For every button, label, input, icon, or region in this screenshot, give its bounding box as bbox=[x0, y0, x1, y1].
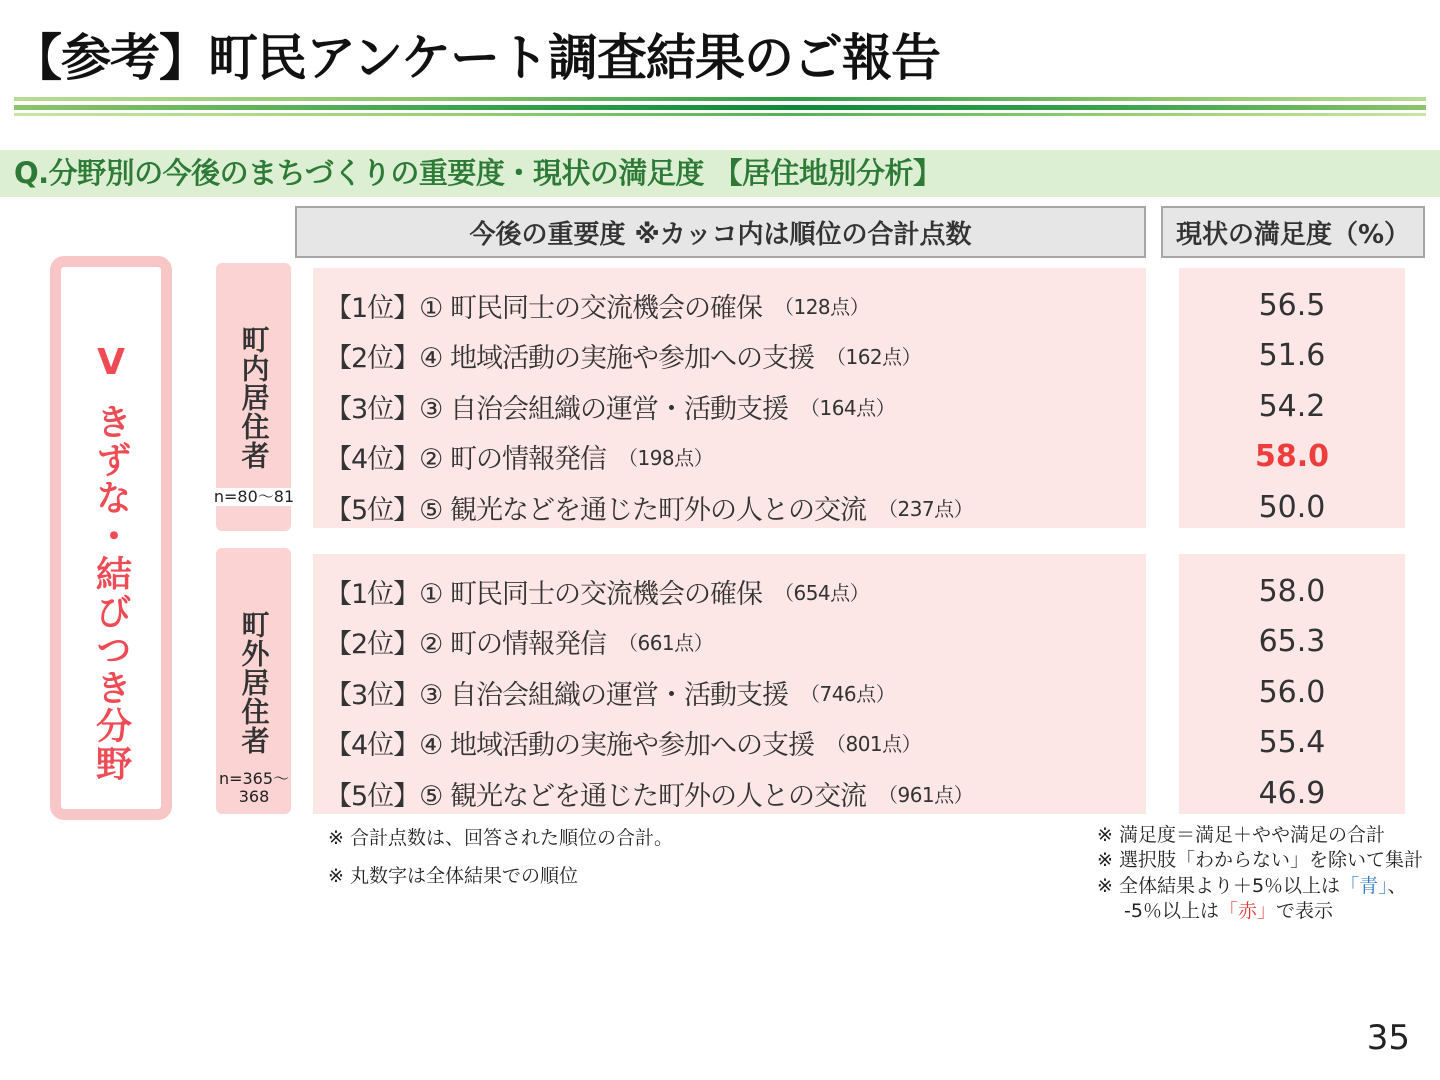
rank-item: 【2位】④ 地域活動の実施や参加への支援 bbox=[325, 343, 814, 375]
rank-points: （164点） bbox=[799, 395, 896, 420]
importance-row bbox=[313, 280, 1146, 331]
satisfaction-value: 51.6 bbox=[1258, 338, 1326, 374]
category-box bbox=[50, 256, 172, 820]
rank-points: （198点） bbox=[617, 446, 714, 471]
legend-text: 、 bbox=[1387, 875, 1407, 897]
category-title: きずな・結びつき分野 bbox=[90, 403, 132, 783]
importance-row bbox=[313, 667, 1146, 718]
satisfaction-value-highlighted: 58.0 bbox=[1254, 439, 1330, 475]
satisfaction-value: 46.9 bbox=[1258, 775, 1326, 811]
satisfaction-panel-out-of-town bbox=[1179, 554, 1405, 814]
importance-row bbox=[313, 617, 1146, 668]
category-roman-numeral: Ⅴ bbox=[97, 342, 125, 383]
rank-points: （661点） bbox=[617, 631, 714, 656]
satisfaction-value: 56.5 bbox=[1258, 287, 1326, 323]
importance-row bbox=[313, 331, 1146, 382]
footnote-circled-numbers: ※ 丸数字は全体結果での順位 bbox=[328, 865, 578, 887]
rank-item: 【3位】③ 自治会組織の運営・活動支援 bbox=[325, 679, 788, 711]
rank-points: （961点） bbox=[877, 782, 974, 807]
legend-text: で表示 bbox=[1275, 900, 1333, 922]
header-rule-top bbox=[14, 97, 1426, 101]
header-rule-bottom bbox=[14, 113, 1426, 116]
importance-row bbox=[313, 381, 1146, 432]
rank-item: 【2位】② 町の情報発信 bbox=[325, 629, 606, 661]
rank-points: （128点） bbox=[773, 294, 870, 319]
footnote-points: ※ 合計点数は、回答された順位の合計。 bbox=[328, 827, 673, 849]
satisfaction-panel-in-town bbox=[1179, 268, 1405, 528]
rank-item: 【1位】① 町民同士の交流機会の確保 bbox=[325, 578, 762, 610]
rank-points: （801点） bbox=[825, 732, 922, 757]
rank-points: （746点） bbox=[799, 681, 896, 706]
page-number: 35 bbox=[1366, 1018, 1410, 1058]
rank-item: 【4位】② 町の情報発信 bbox=[325, 444, 606, 476]
page-title: 【参考】町民アンケート調査結果のご報告 bbox=[12, 29, 940, 87]
satisfaction-value: 50.0 bbox=[1258, 489, 1326, 525]
satisfaction-value: 56.0 bbox=[1258, 674, 1326, 710]
legend-blue-label: 「青」 bbox=[1340, 875, 1388, 897]
importance-row bbox=[313, 432, 1146, 483]
rank-points: （162点） bbox=[825, 345, 922, 370]
rank-item: 【5位】⑤ 観光などを通じた町外の人との交流 bbox=[325, 780, 866, 812]
legend-red-label: 「赤」 bbox=[1218, 900, 1276, 922]
satisfaction-value: 54.2 bbox=[1258, 388, 1326, 424]
sample-size-line: n=365～ bbox=[218, 769, 290, 788]
header-rule-middle bbox=[14, 105, 1426, 110]
satisfaction-header: 現状の満足度（%） bbox=[1161, 206, 1425, 258]
rank-points: （654点） bbox=[773, 580, 870, 605]
importance-header: 今後の重要度 ※カッコ内は順位の合計点数 bbox=[295, 206, 1146, 258]
sample-size-out-of-town bbox=[206, 770, 302, 806]
importance-row bbox=[313, 718, 1146, 769]
importance-panel-out-of-town bbox=[313, 554, 1146, 814]
legend-text: ※ 全体結果より＋5％以上は bbox=[1097, 875, 1341, 897]
group-label-text: 町外居住者 bbox=[237, 610, 271, 755]
legend-text: -5％以上は bbox=[1124, 900, 1219, 922]
footnote-color-legend bbox=[1097, 874, 1407, 898]
footnote-satisfaction-definition: ※ 満足度＝満足＋やや満足の合計 bbox=[1097, 824, 1385, 846]
satisfaction-value: 55.4 bbox=[1258, 725, 1326, 761]
rank-item: 【1位】① 町民同士の交流機会の確保 bbox=[325, 292, 762, 324]
sample-size-in-town: n=80～81 bbox=[206, 488, 302, 506]
rank-item: 【3位】③ 自治会組織の運営・活動支援 bbox=[325, 393, 788, 425]
question-banner: Q.分野別の今後のまちづくりの重要度・現状の満足度 【居住地別分析】 bbox=[0, 150, 1440, 197]
rank-item: 【5位】⑤ 観光などを通じた町外の人との交流 bbox=[325, 494, 866, 526]
footnote-excluded-answers: ※ 選択肢「わからない」を除いて集計 bbox=[1097, 849, 1423, 871]
importance-row bbox=[313, 482, 1146, 533]
satisfaction-value: 58.0 bbox=[1258, 573, 1326, 609]
rank-item: 【4位】④ 地域活動の実施や参加への支援 bbox=[325, 730, 814, 762]
sample-size-line: 368 bbox=[238, 787, 270, 806]
importance-panel-in-town bbox=[313, 268, 1146, 528]
rank-points: （237点） bbox=[877, 496, 974, 521]
importance-row bbox=[313, 768, 1146, 819]
importance-row bbox=[313, 566, 1146, 617]
satisfaction-value: 65.3 bbox=[1258, 624, 1326, 660]
footnote-color-legend-cont bbox=[1124, 899, 1333, 923]
group-label-text: 町内居住者 bbox=[237, 325, 271, 470]
